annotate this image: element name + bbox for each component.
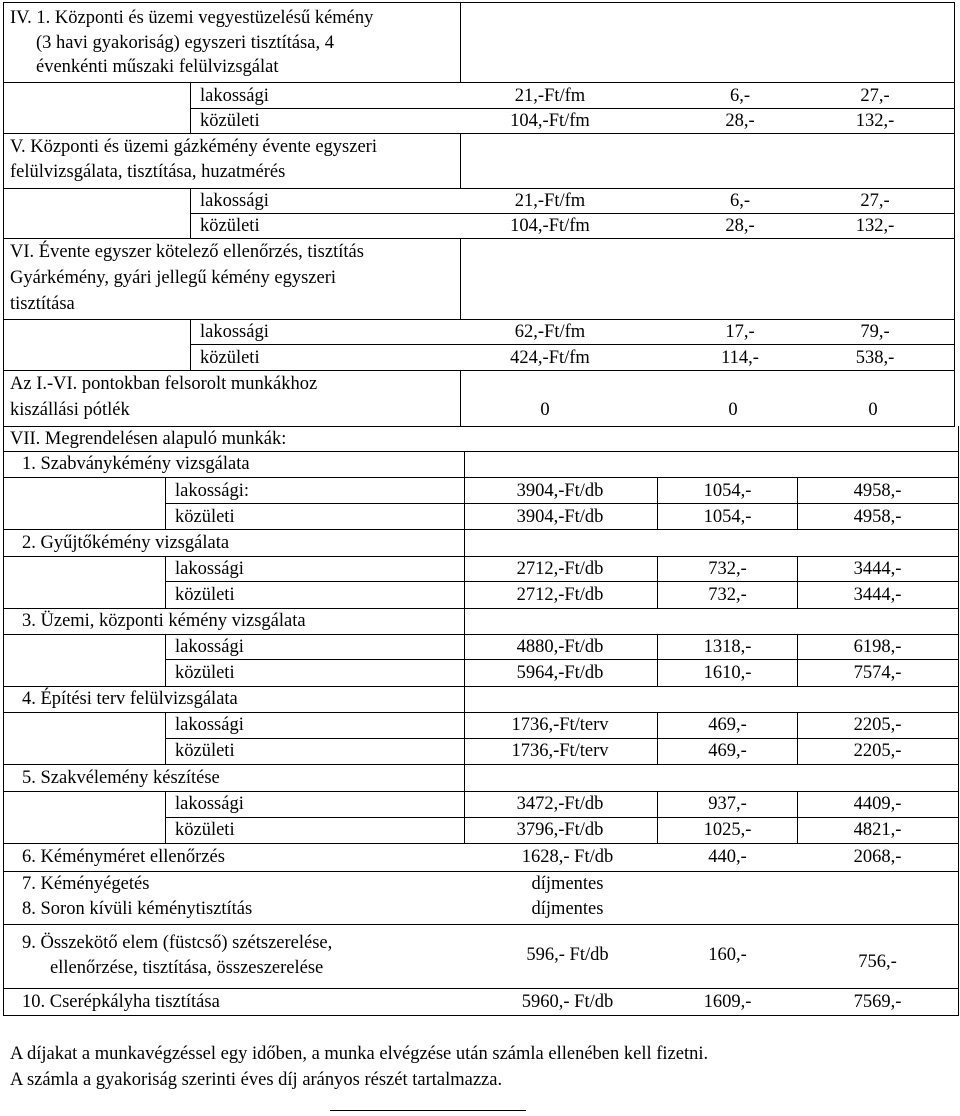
total-price: 132,-	[855, 111, 895, 131]
unit-price: 3472,-Ft/db	[516, 794, 604, 814]
row-label: közületi	[175, 585, 235, 605]
unit-price: 2712,-Ft/db	[516, 559, 604, 579]
table-rule	[3, 1015, 959, 1016]
table-divider	[464, 556, 465, 608]
item-title: 9. Összekötő elem (füstcső) szétszerelése,	[22, 933, 333, 953]
table-rule	[3, 686, 959, 687]
table-rule	[3, 529, 959, 530]
total-price: 7574,-	[853, 663, 902, 683]
total-price: 27,-	[860, 191, 890, 211]
total-price: 6198,-	[853, 637, 902, 657]
vat-amount: 1610,-	[703, 663, 752, 683]
table-rule	[3, 133, 955, 134]
table-divider	[460, 370, 461, 426]
item-title: 1. Szabványkémény vizsgálata	[22, 454, 250, 474]
vat-amount: 17,-	[725, 322, 755, 342]
total-price: 4958,-	[853, 481, 902, 501]
table-border-right	[954, 2, 955, 426]
vat-amount: 1054,-	[703, 507, 752, 527]
table-divider	[165, 556, 166, 608]
unit-price: díjmentes	[531, 874, 604, 894]
table-rule	[3, 319, 955, 320]
table-rule	[165, 581, 959, 582]
unit-price: 3796,-Ft/db	[516, 820, 604, 840]
row-label: közületi	[175, 663, 235, 683]
vat-amount: 0	[728, 400, 738, 420]
table-divider	[464, 764, 465, 791]
vat-amount: 6,-	[729, 86, 751, 106]
table-divider	[464, 451, 465, 477]
unit-price: 3904,-Ft/db	[516, 481, 604, 501]
row-label: lakossági:	[175, 481, 249, 501]
table-border-left	[3, 426, 4, 1015]
table-rule	[3, 988, 959, 989]
total-price: 756,-	[858, 952, 897, 972]
item-title: 8. Soron kívüli kéménytisztítás	[22, 899, 253, 919]
table-divider	[464, 608, 465, 634]
row-label: közületi	[175, 820, 235, 840]
table-rule	[3, 238, 955, 239]
table-rule	[3, 843, 959, 844]
table-rule	[3, 477, 959, 478]
table-rule	[3, 791, 959, 792]
row-label: közületi	[200, 111, 260, 131]
unit-price: 21,-Ft/fm	[514, 191, 586, 211]
vat-amount: 469,-	[708, 715, 747, 735]
table-divider	[460, 2, 461, 82]
table-divider	[797, 556, 798, 608]
unit-price: 1736,-Ft/terv	[511, 715, 609, 735]
table-rule	[3, 608, 959, 609]
vat-amount: 732,-	[708, 585, 747, 605]
vat-amount: 732,-	[708, 559, 747, 579]
vat-amount: 440,-	[708, 847, 747, 867]
footer-note: A számla a gyakoriság szerinti éves díj arányos részét tartalmazza.	[10, 1070, 503, 1090]
vat-amount: 1025,-	[703, 820, 752, 840]
row-label: lakossági	[175, 559, 244, 579]
section-title: VII. Megrendelésen alapuló munkák:	[10, 429, 287, 449]
total-price: 2205,-	[853, 715, 902, 735]
table-rule	[190, 213, 955, 214]
unit-price: 5960,- Ft/db	[521, 992, 614, 1012]
vat-amount: 469,-	[708, 741, 747, 761]
table-rule	[3, 712, 959, 713]
table-rule	[3, 634, 959, 635]
item-title: 2. Gyűjtőkémény vizsgálata	[22, 533, 230, 553]
table-rule	[3, 451, 959, 452]
table-border-left	[3, 2, 4, 426]
item-title: 5. Szakvélemény készítése	[22, 768, 220, 788]
table-rule	[165, 659, 959, 660]
total-price: 4409,-	[853, 794, 902, 814]
table-divider	[657, 634, 658, 686]
section-title: V. Központi és üzemi gázkémény évente egyszeri	[10, 137, 377, 157]
table-rule	[190, 108, 955, 109]
table-rule	[3, 556, 959, 557]
item-title: ellenőrzése, tisztítása, összeszerelése	[50, 958, 324, 978]
unit-price: 3904,-Ft/db	[516, 507, 604, 527]
total-price: 27,-	[860, 86, 890, 106]
row-label: közületi	[200, 216, 260, 236]
total-price: 79,-	[860, 322, 890, 342]
row-label: közületi	[200, 348, 260, 368]
vat-amount: 1318,-	[703, 637, 752, 657]
table-rule	[3, 426, 955, 427]
table-rule	[3, 82, 955, 83]
unit-price: 596,- Ft/db	[526, 945, 609, 965]
total-price: 0	[868, 400, 878, 420]
total-price: 3444,-	[853, 585, 902, 605]
row-label: lakossági	[200, 191, 269, 211]
table-rule	[3, 188, 955, 189]
table-rule	[3, 924, 959, 925]
vat-amount: 114,-	[721, 348, 759, 368]
vat-amount: 1054,-	[703, 481, 752, 501]
item-title: 3. Üzemi, központi kémény vizsgálata	[22, 611, 306, 631]
unit-price: 62,-Ft/fm	[514, 322, 586, 342]
table-rule	[165, 503, 959, 504]
total-price: 3444,-	[853, 559, 902, 579]
unit-price: 21,-Ft/fm	[514, 86, 586, 106]
table-rule	[165, 738, 959, 739]
table-divider	[165, 634, 166, 686]
total-price: 2205,-	[853, 741, 902, 761]
section-title: IV. 1. Központi és üzemi vegyestüzelésű kémény	[10, 8, 374, 28]
item-title: 6. Kéményméret ellenőrzés	[22, 847, 225, 867]
unit-price: 4880,-Ft/db	[516, 637, 604, 657]
total-price: 538,-	[855, 348, 895, 368]
table-divider	[464, 686, 465, 712]
table-rule	[3, 370, 955, 371]
table-border-right	[958, 426, 959, 1015]
section-title: VI. Évente egyszer kötelező ellenőrzés, tisztítás	[10, 242, 364, 262]
footer-note: A díjakat a munkavégzéssel egy időben, a munka elvégzése után számla ellenében kell fizetni.	[10, 1044, 709, 1064]
table-rule	[3, 2, 955, 3]
item-title: 4. Építési terv felülvizsgálata	[22, 689, 238, 709]
table-rule	[3, 871, 959, 872]
unit-price: 104,-Ft/fm	[510, 111, 590, 131]
table-divider	[797, 634, 798, 686]
vat-amount: 160,-	[708, 945, 747, 965]
section-title: Gyárkémény, gyári jellegű kémény egyszeri	[10, 268, 337, 288]
vat-amount: 28,-	[725, 111, 755, 131]
unit-price: 5964,-Ft/db	[516, 663, 604, 683]
table-rule	[165, 817, 959, 818]
section-title: (3 havi gyakoriság) egyszeri tisztítása, 4	[36, 33, 334, 53]
total-price: 4958,-	[853, 507, 902, 527]
section-title: Az I.-VI. pontokban felsorolt munkákhoz	[10, 374, 318, 394]
row-label: lakossági	[175, 637, 244, 657]
section-title: kiszállási pótlék	[10, 400, 130, 420]
item-title: 7. Kéményégetés	[22, 874, 150, 894]
row-label: közületi	[175, 741, 235, 761]
row-label: lakossági	[175, 794, 244, 814]
section-title: évenkénti műszaki felülvizsgálat	[36, 57, 279, 77]
table-divider	[460, 238, 461, 319]
unit-price: 2712,-Ft/db	[516, 585, 604, 605]
row-label: lakossági	[200, 86, 269, 106]
row-label: lakossági	[200, 322, 269, 342]
row-label: lakossági	[175, 715, 244, 735]
vat-amount: 1609,-	[703, 992, 752, 1012]
section-title: felülvizsgálata, tisztítása, huzatmérés	[10, 162, 286, 182]
unit-price: 104,-Ft/fm	[510, 216, 590, 236]
total-price: 7569,-	[853, 992, 902, 1012]
unit-price: 424,-Ft/fm	[510, 348, 590, 368]
table-rule	[3, 764, 959, 765]
total-price: 2068,-	[853, 847, 902, 867]
vat-amount: 28,-	[725, 216, 755, 236]
item-title: 10. Cserépkályha tisztítása	[22, 992, 220, 1012]
table-divider	[460, 133, 461, 188]
unit-price: 1736,-Ft/terv	[511, 741, 609, 761]
table-divider	[464, 530, 465, 556]
unit-price: 0	[540, 400, 550, 420]
vat-amount: 6,-	[729, 191, 751, 211]
table-divider	[657, 556, 658, 608]
table-rule	[190, 344, 955, 345]
section-title: tisztítása	[10, 294, 75, 314]
row-label: közületi	[175, 507, 235, 527]
unit-price: díjmentes	[531, 899, 604, 919]
signature-line	[330, 1110, 526, 1111]
vat-amount: 937,-	[708, 794, 747, 814]
unit-price: 1628,- Ft/db	[521, 847, 614, 867]
table-divider	[464, 634, 465, 686]
total-price: 4821,-	[853, 820, 902, 840]
total-price: 132,-	[855, 216, 895, 236]
